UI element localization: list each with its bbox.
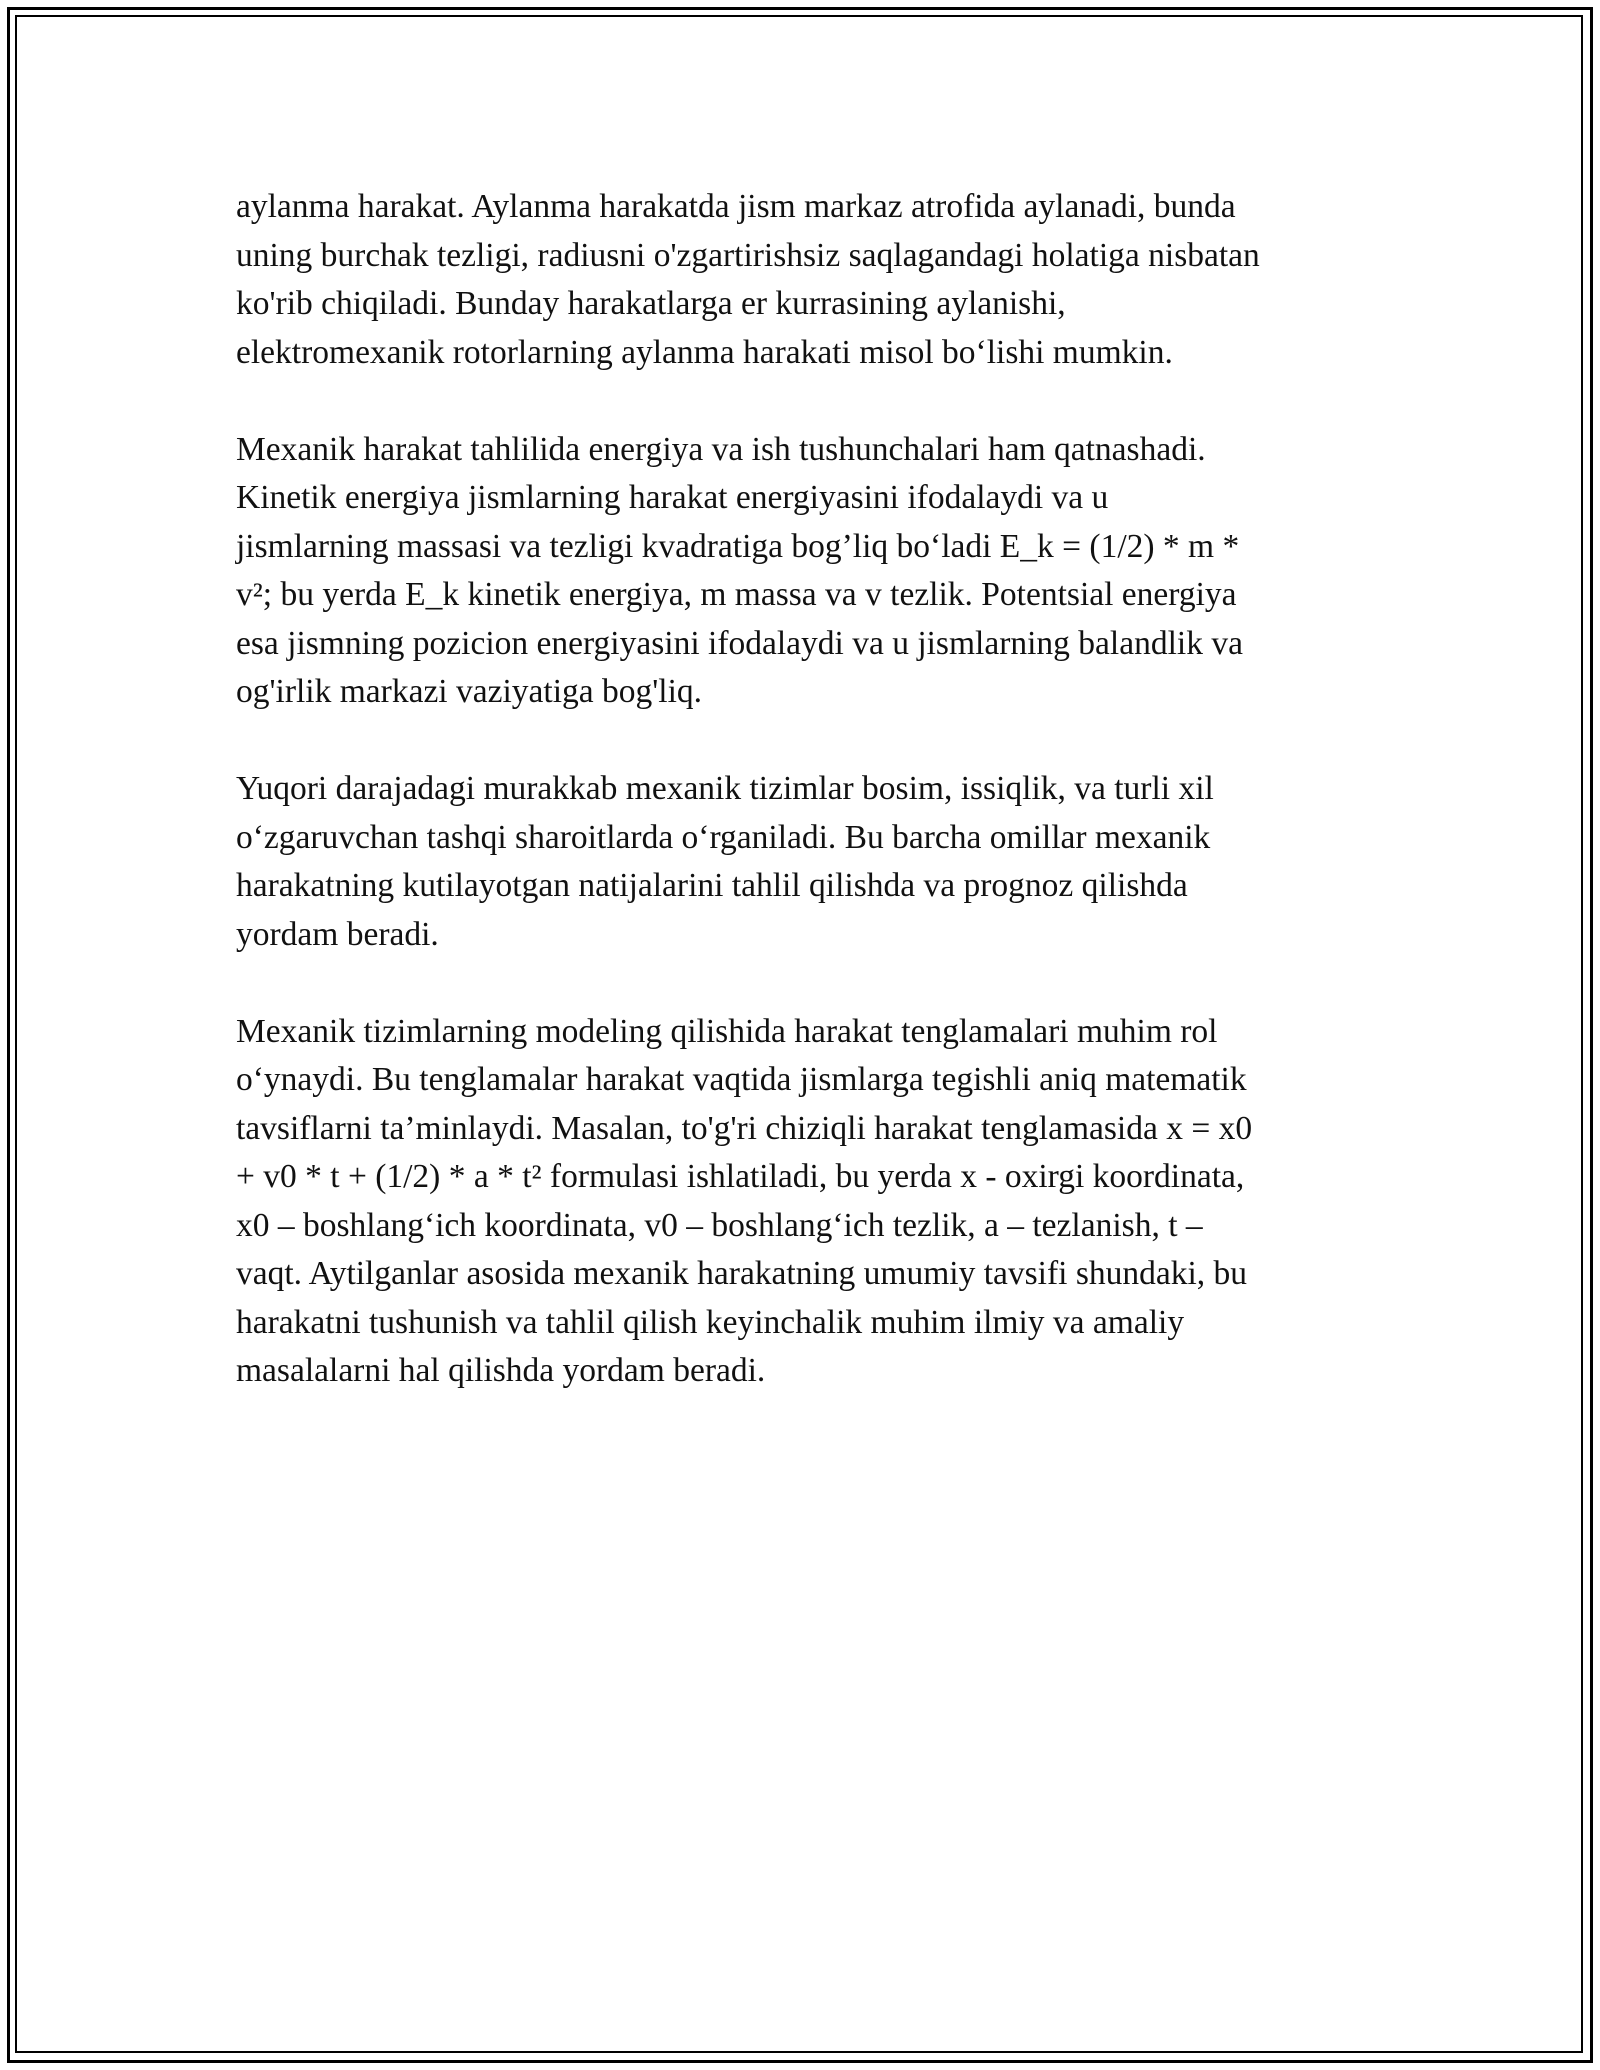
paragraph-line: o‘ynaydi. Bu tenglamalar harakat vaqtida jismlarga tegishli aniq matematik xyxy=(236,1061,1247,1098)
paragraph-line: esa jismning pozicion energiyasini ifodalaydi va u jismlarning balandlik va xyxy=(236,624,1243,662)
paragraph-line: Kinetik energiya jismlarning harakat energiyasini ifodalaydi va u xyxy=(236,479,1109,516)
paragraph-4 xyxy=(236,1008,1366,1396)
paragraph-line: jismlarning massasi va tezligi kvadratiga bog’liq bo‘ladi E_k = (1/2) * m * xyxy=(236,527,1240,565)
paragraph-line: elektromexanik rotorlarning aylanma harakati misol bo‘lishi mumkin. xyxy=(236,333,1173,371)
paragraph-line: Mexanik harakat tahlilida energiya va ish tushunchalari ham qatnashadi. xyxy=(236,430,1206,468)
paragraph-line: vaqt. Aytilganlar asosida mexanik harakatning umumiy tavsifi shundaki, bu xyxy=(236,1255,1248,1292)
paragraph-line: o‘zgaruvchan tashqi sharoitlarda o‘rganiladi. Bu barcha omillar mexanik xyxy=(236,818,1211,856)
paragraph-line: harakatning kutilayotgan natijalarini tahlil qilishda va prognoz qilishda xyxy=(236,867,1188,904)
paragraph-line: harakatni tushunish va tahlil qilish keyinchalik muhim ilmiy va amaliy xyxy=(236,1303,1185,1341)
paragraph-3 xyxy=(236,765,1366,959)
paragraph-line: masalalarni hal qilishda yordam beradi. xyxy=(236,1352,766,1389)
paragraph-line: tavsiflarni ta’minlaydi. Masalan, to'g'ri chiziqli harakat tenglamasida x = x0 xyxy=(236,1109,1253,1147)
paragraph-line: + v0 * t + (1/2) * a * t² formulasi ishlatiladi, bu yerda x - oxirgi koordinata, xyxy=(236,1158,1245,1195)
paragraph-line: Yuqori darajadagi murakkab mexanik tizimlar bosim, issiqlik, va turli xil xyxy=(236,770,1214,807)
paragraph-line: Mexanik tizimlarning modeling qilishida harakat tenglamalari muhim rol xyxy=(236,1012,1218,1050)
paragraph-line: yordam beradi. xyxy=(236,915,439,953)
paragraph-line: uning burchak tezligi, radiusni o'zgartirishsiz saqlagandagi holatiga nisbatan xyxy=(236,236,1260,274)
document-body xyxy=(236,183,1366,1444)
paragraph-line: x0 – boshlang‘ich koordinata, v0 – boshlang‘ich tezlik, a – tezlanish, t – xyxy=(236,1206,1203,1244)
paragraph-line: aylanma harakat. Aylanma harakatda jism markaz atrofida aylanadi, bunda xyxy=(236,188,1236,225)
paragraph-2 xyxy=(236,426,1366,717)
paragraph-line: og'irlik markazi vaziyatiga bog'liq. xyxy=(236,673,703,710)
paragraph-1 xyxy=(236,183,1366,377)
paragraph-line: ko'rib chiqiladi. Bunday harakatlarga er kurrasining aylanishi, xyxy=(236,285,1066,322)
paragraph-line: v²; bu yerda E_k kinetik energiya, m massa va v tezlik. Potentsial energiya xyxy=(236,576,1237,613)
